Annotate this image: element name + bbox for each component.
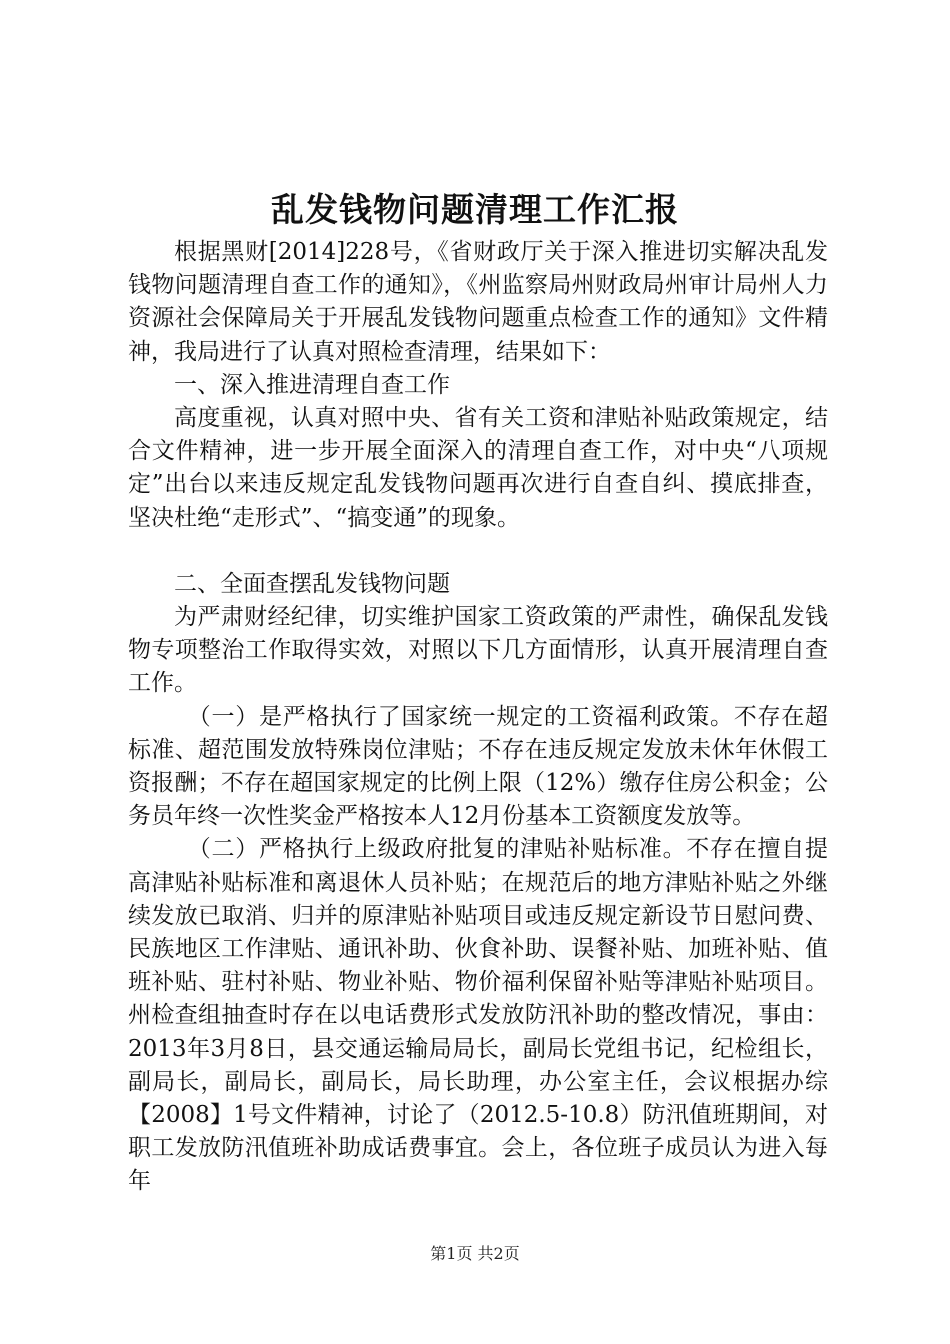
page-footer: 第1页 共2页 — [430, 1244, 520, 1263]
section-1-paragraph: 高度重视，认真对照中央、省有关工资和津贴补贴政策规定，结合文件精神，进一步开展全面深入的清理自查工作，对中央“八项规定”出台以来违反规定乱发钱物问题再次进行自查自纠、摸底排查，坚决杜绝“走形式”、“搞变通”的现象。 — [128, 405, 828, 531]
paragraph-spacer — [128, 535, 828, 568]
document-body — [128, 236, 828, 1199]
item-2-paragraph: （二）严格执行上级政府批复的津贴补贴标准。不存在擅自提高津贴补贴标准和离退休人员补贴；在规范后的地方津贴补贴之外继续发放已取消、归并的原津贴补贴项目或违反规定新设节日慰问费、民族地区工作津贴、通讯补助、伙食补助、误餐补贴、加班补贴、值班补贴、驻村补贴、物业补贴、物价福利保留补贴等津贴补贴项目。州检查组抽查时存在以电话费形式发放防汛补助的整改情况，事由：2013年3月8日，县交通运输局局长，副局长党组书记，纪检组长，副局长，副局长，副局长，局长助理，办公室主任，会议根据办综【2008】1号文件精神，讨论了（2012.5-10.8）防汛值班期间，对职工发放防汛值班补助成话费事宜。会上，各位班子成员认为进入每年 — [128, 836, 828, 1195]
section-1-heading: 一、深入推进清理自查工作 — [174, 371, 450, 398]
document-title: 乱发钱物问题清理工作汇报 — [271, 190, 679, 229]
intro-paragraph: 根据黑财[2014]228号，《省财政厅关于深入推进切实解决乱发钱物问题清理自查工作的通知》，《州监察局州财政局州审计局州人力资源社会保障局关于开展乱发钱物问题重点检查工作的通知》文件精神，我局进行了认真对照检查清理，结果如下： — [128, 239, 828, 365]
section-2-heading: 二、全面查摆乱发钱物问题 — [174, 570, 450, 597]
item-1-paragraph: （一）是严格执行了国家统一规定的工资福利政策。不存在超标准、超范围发放特殊岗位津贴；不存在违反规定发放未休年休假工资报酬；不存在超国家规定的比例上限（12%）缴存住房公积金；公务员年终一次性奖金严格按本人12月份基本工资额度发放等。 — [128, 703, 828, 830]
section-2-paragraph: 为严肃财经纪律，切实维护国家工资政策的严肃性，确保乱发钱物专项整治工作取得实效，对照以下几方面情形，认真开展清理自查工作。 — [128, 604, 828, 697]
